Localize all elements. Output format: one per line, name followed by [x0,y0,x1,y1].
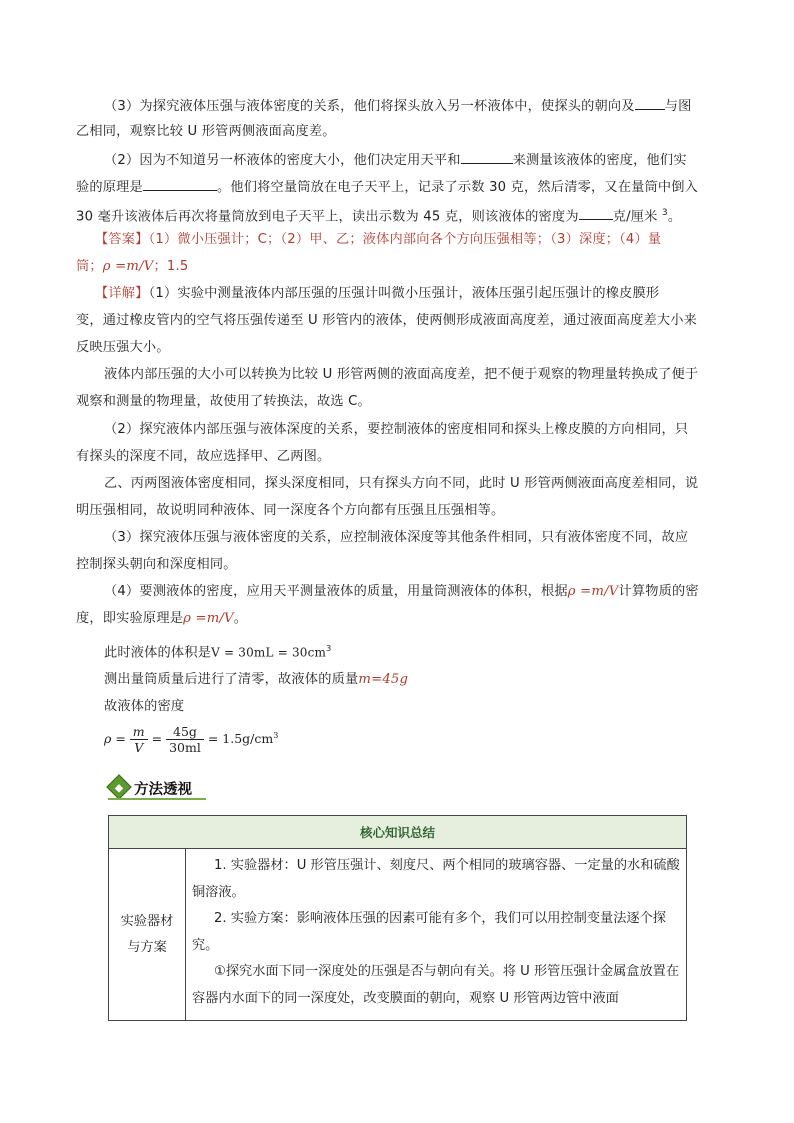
detail-line-15 [104,671,408,689]
detail-line-14 [104,640,331,662]
answer-text: ；1.5 [153,259,189,274]
formula-equals: = [151,731,163,746]
table-header-row [109,816,687,849]
detail-text: 度，即实验原理是 [76,611,184,626]
superscript: 3 [273,730,279,740]
detail-line-3: 反映压强大小。 [76,340,170,355]
question-text: （3）为探究液体压强与液体密度的关系，他们将探头放入另一杯液体中，使探头的朝向及 [104,99,635,114]
detail-text: 计算物质的密 [618,584,699,599]
detail-line-8: 乙、丙两图液体密度相同，探头深度相同，只有探头方向不同，此时 U 形管两侧液面高度差相同，说 [104,476,699,491]
formula-rho: ρ = [104,731,126,746]
detail-text: 此时液体的体积是 [104,645,212,661]
row-label-line: 实验器材 [120,913,174,929]
detail-text: 测出量筒质量后进行了清零，故液体的质量 [104,672,359,687]
fill-blank[interactable] [635,96,665,110]
question-3-line-1 [104,96,691,116]
row-label-line: 与方案 [127,939,167,955]
answer-line-2 [76,258,188,276]
fill-blank[interactable] [579,206,613,220]
row-label [109,849,186,1021]
detail-line-16: 故液体的密度 [104,699,185,714]
fraction-numerator: m [130,724,148,740]
detail-line-9: 明压强相同，故说明同种液体、同一深度各个方向都有压强且压强相等。 [76,503,505,518]
detail-line-4: 液体内部压强的大小可以转换为比较 U 形管两侧的液面高度差，把不便于观察的物理量转换成了便于 [104,367,699,382]
table-header: 核心知识总结 [109,816,687,849]
detail-text: （4）要测液体的密度，应用天平测量液体的质量，用量筒测液体的体积，根据 [104,584,568,599]
density-formula: ρ =m/V [102,259,154,274]
detail-line-5: 观察和测量的物理量，故使用了转换法，故选 C。 [76,394,371,409]
detail-line-2: 变，通过橡皮管内的空气将压强传递至 U 形管内的液体，使两侧形成液面高度差，通过液面高度差大小来 [76,313,698,328]
fill-blank[interactable] [143,177,217,191]
density-formula: ρ =m/V [567,584,619,599]
fraction-denominator: 30ml [169,740,201,755]
question-text: 30 毫升该液体后再次将量筒放到电子天平上，读出示数为 45 克，则该液体的密度为 [76,209,579,225]
table-row [109,849,687,1021]
content-paragraph: 2. 实验方案：影响液体压强的因素可能有多个，我们可以用控制变量法逐个探究。 [192,911,666,953]
detail-label: 【详解】 [95,286,149,301]
answer-label: 【答案】 [95,232,149,247]
section-title: 方法透视 [134,782,192,798]
answer-text: 筒； [76,259,103,274]
density-formula: ρ =m/V [183,611,234,626]
fill-blank[interactable] [461,150,513,164]
formula-result: = 1.5g/cm [207,731,274,746]
row-content [186,849,687,1021]
section-underline [108,798,206,800]
density-calculation [104,724,278,755]
diamond-icon [106,774,131,799]
content-paragraph: 1. 实验器材：U 形管压强计、刻度尺、两个相同的玻璃容器、一定量的水和硫酸铜溶液。 [192,858,680,900]
detail-line-10: （3）探究液体压强与液体密度的关系，应控制液体深度等其他条件相同，只有液体密度不同，故应 [104,530,689,545]
content-paragraph: ①探究水面下同一深度处的压强是否与朝向有关。将 U 形管压强计金属盒放置在容器内水面下的同一深度处，改变膜面的朝向，观察 U 形管两边管中液面 [192,964,680,1006]
detail-line-12 [104,583,699,601]
answer-line-1 [95,231,661,249]
detail-line-7: 有探头的深度不同，故应选择甲、乙两图。 [76,449,331,464]
volume-formula: V = 30mL = 30cm [211,645,327,660]
question-text: 验的原理是 [76,180,143,195]
question-text: 。他们将空量筒放在电子天平上，记录了示数 30 克，然后清零，又在量筒中倒入 [216,180,699,195]
detail-line-13 [76,610,247,628]
question-2-line-1 [104,150,687,170]
superscript: 3 [326,644,332,653]
detail-line-1 [95,285,659,303]
answer-text: （1）微小压强计；C；（2）甲、乙；液体内部向各个方向压强相等；（3）深度；（4）量 [148,232,662,247]
question-3-line-2: 乙相同，观察比较 U 形管两侧液面高度差。 [76,124,336,139]
superscript: 3 [661,208,668,218]
detail-line-6: （2）探究液体内部压强与液体深度的关系，要控制液体的密度相同和探头上橡皮膜的方向相同，只 [104,422,689,437]
question-2-line-2 [76,177,698,197]
fraction-45g-over-30ml [166,724,204,755]
question-text: （2）因为不知道另一杯液体的密度大小，他们决定用天平和 [104,153,461,168]
fraction-numerator: 45g [166,724,204,740]
question-text: 克/厘米 [612,209,662,225]
question-text: 。 [667,209,682,225]
mass-formula: m=45g [358,672,409,687]
detail-text: 。 [233,611,248,626]
question-text: 来测量该液体的密度，他们实 [512,153,687,168]
knowledge-summary-table [108,815,687,1021]
fraction-denominator: V [134,740,144,755]
question-text: 与图 [664,99,692,114]
detail-line-11: 控制探头朝向和深度相同。 [76,557,237,572]
fraction-m-over-V [130,724,148,755]
question-2-line-3 [76,204,681,226]
detail-text: （1）实验中测量液体内部压强的压强计叫微小压强计，液体压强引起压强计的橡皮膜形 [148,286,660,301]
